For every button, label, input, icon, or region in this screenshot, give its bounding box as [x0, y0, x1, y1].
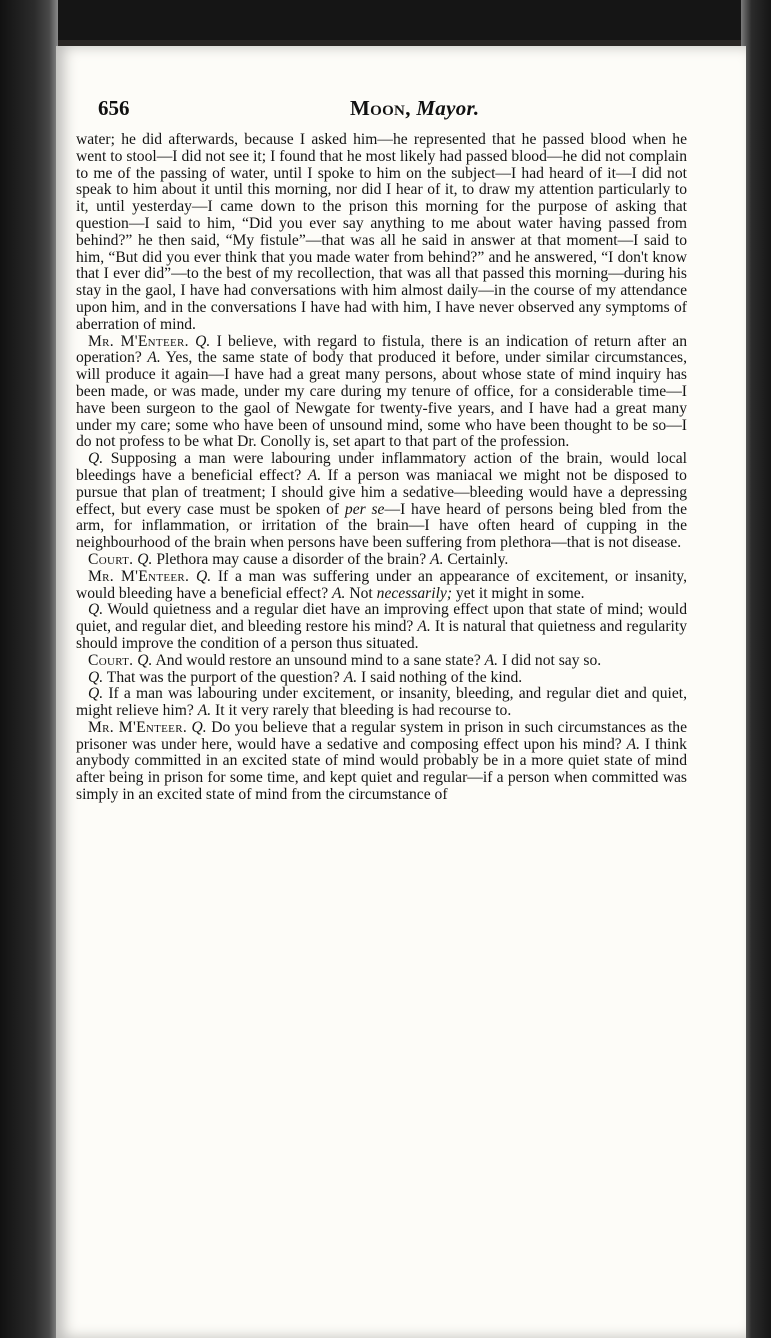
page-number: 656 — [98, 96, 130, 120]
answer-mark: A. — [147, 349, 161, 367]
paragraph-10 — [76, 720, 687, 804]
page-header — [98, 96, 698, 126]
speaker-label: Mr. M'Enteer. — [88, 567, 190, 585]
answer-mark: A. — [332, 584, 346, 602]
question-text: Would quietness and a regular diet have an improving effect upon that state of mind; would quiet, and regular diet, and bleeding restore his mind? — [76, 601, 687, 636]
answer-text-continued: yet it might in some. — [455, 584, 585, 602]
paragraph-4 — [76, 552, 687, 569]
question-mark: Q. — [191, 718, 207, 736]
answer-text: I think anybody committed in an excited state of mind would probably be in a more quiet state of mind after being in prison for some time, and kept quiet and regular—if a person when committed was simply in an excited state of mind from the circumstance of — [76, 735, 687, 804]
answer-text: Yes, the same state of body that produced it before, under similar circumstances, will produce it again—I have had a great many persons, about whose state of mind inquiry has been made, or was made, under my care during my tenure of office, for a considerable time—I have been surgeon to the gaol of Newgate for twenty-five years, and I have had a great many under my care; some who have been of unsound mind, some who have been thought to be so—I do not profess to be what Dr. Conolly is, set apart to that part of the profession. — [76, 349, 687, 451]
question-text: And would restore an unsound mind to a sane state? — [155, 651, 481, 669]
question-text: I believe, with regard to fistula, there is an indication of return after an operation? — [76, 332, 687, 367]
paragraph-5 — [76, 569, 687, 603]
question-mark: Q. — [88, 450, 104, 468]
question-mark: Q. — [88, 601, 104, 619]
paragraph-3 — [76, 451, 687, 552]
speaker-label: Court. — [88, 550, 134, 568]
question-text: That was the purport of the question? — [106, 668, 340, 686]
question-mark: Q. — [195, 332, 211, 350]
question-mark: Q. — [88, 685, 104, 703]
answer-text: I did not say so. — [502, 651, 602, 669]
running-title — [350, 96, 479, 121]
answer-text: Certainly. — [447, 550, 509, 568]
answer-italic: per se — [344, 500, 385, 518]
book-binding-left — [0, 0, 58, 1338]
question-text: Do you believe that a regular system in prison in such circumstances as the prisoner was under here, would have a sedative and composing effect upon his mind? — [76, 718, 688, 753]
answer-mark: A. — [626, 735, 640, 753]
question-text: If a man was labouring under excitement, or insanity, bleeding, and regular diet and quiet, might relieve him? — [76, 685, 687, 720]
question-text: Plethora may cause a disorder of the brain? — [156, 550, 427, 568]
speaker-label: Mr. M'Enteer. — [88, 718, 188, 736]
answer-mark: A. — [307, 466, 322, 484]
answer-mark: A. — [430, 550, 444, 568]
paragraph-2 — [76, 334, 687, 452]
question-mark: Q. — [88, 668, 104, 686]
question-mark: Q. — [137, 550, 153, 568]
answer-mark: A. — [343, 668, 358, 686]
answer-text: It is natural that quietness and regularity should improve the condition of a person thus situated. — [76, 618, 687, 652]
answer-text: Not — [349, 584, 373, 602]
answer-mark: A. — [417, 618, 431, 636]
paragraph-7 — [76, 653, 687, 670]
answer-text: I said nothing of the kind. — [361, 668, 523, 686]
speaker-label: Court. — [88, 651, 134, 669]
scan-top-edge — [0, 0, 771, 40]
question-mark: Q. — [195, 567, 212, 585]
page-body — [76, 132, 687, 804]
answer-mark: A. — [484, 651, 499, 669]
question-text: Supposing a man were labouring under inflammatory action of the brain, would local bleedings have a beneficial effect? — [76, 450, 687, 484]
paragraph-8 — [76, 670, 687, 687]
speaker-label: Mr. M'Enteer. — [88, 332, 189, 350]
running-title-office: Mayor. — [416, 96, 480, 120]
question-mark: Q. — [137, 651, 153, 669]
running-title-name: Moon, — [350, 96, 411, 120]
paragraph-1: water; he did afterwards, because I asked him—he represented that he passed blood when he went to stool—I did not see it; I found that he most likely had passed blood—he did not complain to me of the passing of water, until I spoke to him on the subject—I had heard of it—I did not speak to him about it until this morning, nor did I hear of it, to draw my attention particularly to it, until yesterday—I came down to the prison this morning for the purpose of asking that question—I said to him, “Did you ever say anything to me about water having passed from behind?” he then said, “My fistule”—that was all he said in answer at that moment—I said to him, “But did you ever think that you made water from behind?” and he answered, “I don't know that I ever did”—to the best of my recollection, that was all that passed this morning—during his stay in the gaol, I have had conversations with him almost daily—in the course of my attendance upon him, and in the conversations I have had with him, I have never observed any symptoms of aberration of mind. — [76, 131, 687, 333]
answer-mark: A. — [197, 702, 212, 720]
answer-text: If a person was maniacal we might not be disposed to pursue that plan of treatment; I should give him a sedative—bleeding would have a depressing effect, but every case must be spoken of — [76, 466, 687, 518]
answer-text: It it very rarely that bleeding is had recourse to. — [215, 702, 512, 720]
question-text: If a man was suffering under an appearance of excitement, or insanity, would bleeding have a beneficial effect? — [76, 567, 687, 602]
answer-italic: necessarily; — [376, 584, 453, 602]
paragraph-9 — [76, 686, 687, 720]
paragraph-6 — [76, 602, 687, 652]
answer-text-continued: —I have heard of persons being bled from the arm, for inflammation, or irritation of the brain—I have often heard of cupping in the neighbourhood of the brain when persons have been suffering from plethora—that is not disease. — [76, 500, 687, 552]
book-page — [56, 46, 746, 1338]
